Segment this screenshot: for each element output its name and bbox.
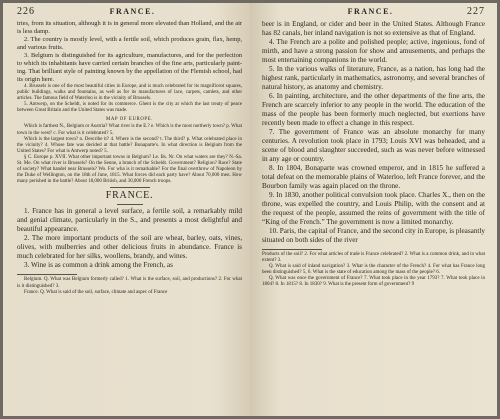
- france-paragraph: 3. Wine is as common a drink among the French, as: [24, 261, 173, 270]
- right-paragraph: 5. In the various walks of literature, France, as a nation, has long had the highest rank, particularly in mathematics, astronomy, and several branches of natural history, as anatomy and chemistry.: [262, 65, 485, 91]
- left-running-title: FRANCE.: [109, 7, 156, 16]
- left-footnote: Belgium. Q. What was Belgium formerly called? 1. What is the surface, soil, and productions? 2. For what is it distinguished? 3.: [17, 277, 242, 289]
- left-running-head: [17, 6, 242, 20]
- left-page-number: 226: [17, 6, 35, 17]
- map-question: Which is the largest town? n. Describe it? 4. Where is the second? t. The third? p. What celebrated place in the vicinity? 4. Whose fate was decided at that battle? Bonaparte's. In what direction is Belgium from the United States? For what is Antwerp noted? 5.: [17, 136, 242, 154]
- france-section-title: FRANCE.: [105, 190, 154, 202]
- left-page: [3, 3, 250, 416]
- left-small-paragraph: 4. Brussels is one of the most beautiful cities in Europe, and is much celebrated for its magnificent squares, public buildings, walks and fountains, as well as for its manufactures of lace, carpets, camlets, and other articles. The famous field of Waterloo is in the vicinity of Brussels.: [17, 84, 242, 102]
- france-paragraph: 1. France has in general a level surface, a fertile soil, a remarkably mild and genial climate, particularly in the S., and presents a most delightful and beautiful appearance.: [17, 207, 242, 234]
- footnote-divider: [262, 249, 322, 250]
- right-page: [250, 3, 497, 416]
- france-paragraph: 2. The more important products of the soil are wheat, barley, oats, vines, olives, with mulberries and other delicious fruits in abundance. France is much celebrated for her silks, woollens, brandy, and wines.: [17, 234, 242, 261]
- left-paragraph: tries, from its situation, although it is in general more elevated than Holland, and the air is less damp.: [17, 20, 242, 35]
- right-footnote: Q. What was once the government of France? 7. What took place in the year 1793? 7. What took place in 1804? 8. In 1815? 8. In 1830? 9. What is the present form of government? 9: [262, 276, 485, 288]
- right-running-title: FRANCE.: [347, 7, 394, 16]
- right-paragraph: 7. The government of France was an absolute monarchy for many centuries. A revolution took place in 1793; Louis XVI was beheaded, and a scene of blood and slaughter succeeded, such as was never before witnessed in any age or country.: [262, 128, 485, 163]
- left-paragraph: 2. The country is mostly level, with a fertile soil, which produces grain, flax, hemp, and various fruits.: [17, 36, 242, 51]
- section-divider: [110, 187, 150, 188]
- right-paragraph: 10. Paris, the capital of France, and the second city in Europe, is pleasantly situated on both sides of the river: [262, 227, 485, 244]
- footnote-divider: [17, 274, 77, 275]
- right-footnote: Products of the soil? 2. For what articles of trade is France celebrated? 2. What is a common drink, and in what extent? 3.: [262, 252, 485, 264]
- book-spread: [3, 3, 497, 416]
- map-question: § C. Europe p. XVII. What other important towns in Belgium? Le. Bs. Nr. On what waters are they? N.-Sa. St. Me. On what river is Brussels? On the Senne, a branch of the Scheldt. Government? Religion? Race? State of society? What handel near Brussels? Wo. For wha is it remarkable? For the final overthrow of Napoleon by the Duke of Wellington, on the 18th of June, 1815. What forces did each party have? About 70,000 men. How many perished in the battle? About 18,000 British, and 30,000 French troops.: [17, 154, 242, 185]
- map-question: Which is farthest N., Belgium or Austria? What river is the E.? e. Which is the most northerly town? p. What town in the west? c. For what is it celebrated? 5.: [17, 124, 242, 136]
- right-paragraph: 9. In 1830, another political convulsion took place. Charles X., then on the throne, was expelled the country, and Louis Philip, with the consent and at the request of the people, assumed the reins of government with the title of “King of the French.” The government is now a limited monarchy.: [262, 191, 485, 226]
- section-divider: [117, 204, 143, 205]
- map-section-heading: MAP OF EUROPE.: [105, 117, 153, 123]
- right-paragraph: beer is in England, or cider and beer in the United States. Although France has 82 canals, her inland navigation is not so extensive as that of England.: [262, 20, 485, 37]
- left-small-paragraph: 5. Antwerp, on the Scheldt, is noted for its commerce. Ghent is the city at which the last treaty of peace between Great Britain and the United States was made.: [17, 102, 242, 114]
- right-paragraph: 8. In 1804, Bonaparte was crowned emperor, and in 1815 he suffered a total defeat on the memorable plains of Waterloo, left France forever, and the Bourbon family was again placed on the throne.: [262, 164, 485, 190]
- right-running-head: [262, 6, 485, 20]
- right-paragraph: 6. In painting, architecture, and the other departments of the fine arts, the French are scarcely inferior to any people in the world. The education of the mass of the people has been formerly much neglected, but exertions have recently been made to effect a change in this respect.: [262, 92, 485, 127]
- right-paragraph: 4. The French are a polite and polished people; active, ingenious, fond of mirth, and have a strong passion for show and amusements, and perhaps the most entertaining companions in the world.: [262, 38, 485, 64]
- right-page-number: 227: [467, 6, 485, 17]
- left-paragraph: 3. Belgium is distinguished for its agriculture, manufactures, and for the perfection to which its inhabitants have carried certain branches of the fine arts, particularly painting. That brilliant style of painting known by the appellation of the Flemish school, had its origin here.: [17, 52, 242, 83]
- right-footnote: Q. What is said of inland navigation? 3. What is the character of the French? 4. For what has France long been distinguished? 5, 6. What is the state of education among the mass of the people? 6.: [262, 264, 485, 276]
- left-footnote: France. Q. What is said of the soil, surface, climate and aspec of France: [24, 289, 168, 295]
